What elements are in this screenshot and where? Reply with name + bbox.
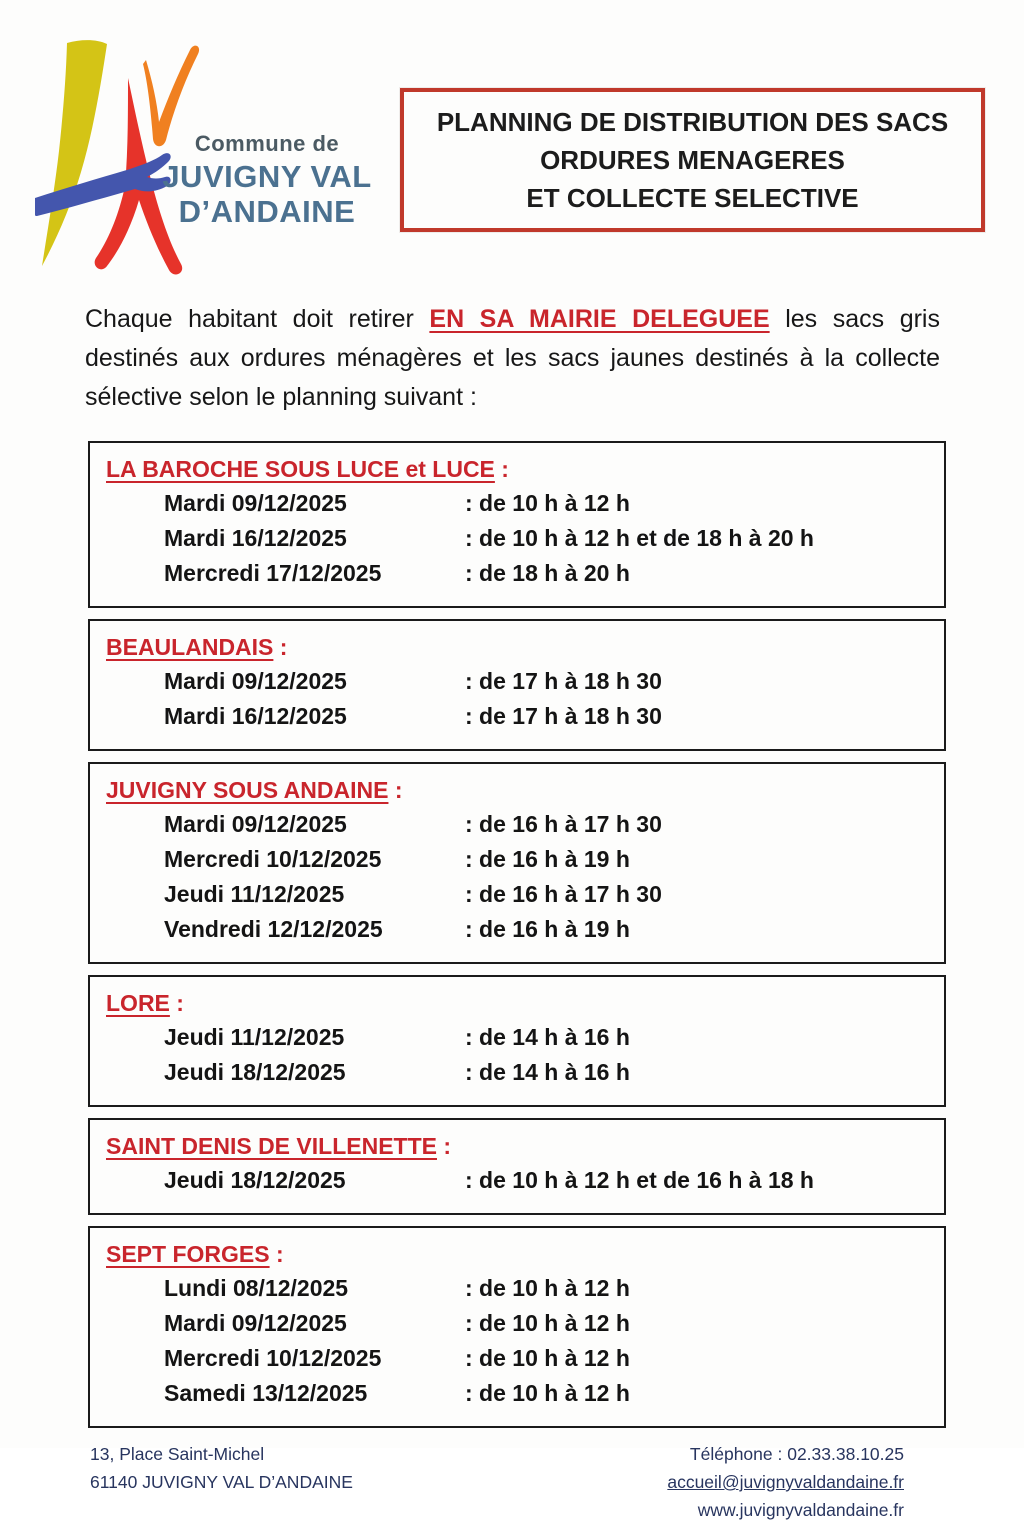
schedule-time: : de 16 h à 17 h 30 bbox=[465, 881, 662, 907]
section-heading bbox=[106, 1129, 934, 1163]
schedule-date: Lundi 08/12/2025 bbox=[164, 1275, 349, 1301]
section-rows bbox=[106, 1271, 934, 1411]
schedule-date: Mardi 09/12/2025 bbox=[164, 1310, 347, 1336]
schedule-row bbox=[106, 1306, 934, 1341]
section-title-colon: : bbox=[388, 777, 403, 803]
section-title: BEAULANDAIS bbox=[106, 634, 274, 660]
schedule-row bbox=[106, 807, 934, 842]
footer-address-line2: 61140 JUVIGNY VAL D’ANDAINE bbox=[90, 1472, 353, 1492]
schedule-time: : de 10 h à 12 h et de 18 h à 20 h bbox=[465, 525, 814, 551]
schedule-row bbox=[106, 486, 934, 521]
page-header bbox=[0, 0, 1024, 292]
section-title: SEPT FORGES bbox=[106, 1241, 270, 1267]
schedule-date: Jeudi 11/12/2025 bbox=[164, 881, 345, 907]
schedule-date: Jeudi 18/12/2025 bbox=[164, 1167, 346, 1193]
footer-address bbox=[90, 1440, 353, 1496]
schedule-section bbox=[88, 1226, 946, 1428]
schedule-date: Mardi 09/12/2025 bbox=[164, 811, 347, 837]
schedule-date: Jeudi 18/12/2025 bbox=[164, 1059, 346, 1085]
commune-logo-text bbox=[153, 132, 381, 229]
schedule-row bbox=[106, 912, 934, 947]
schedule-time: : de 16 h à 17 h 30 bbox=[465, 811, 662, 837]
section-heading bbox=[106, 986, 934, 1020]
schedule-date: Mardi 16/12/2025 bbox=[164, 703, 347, 729]
section-rows bbox=[106, 486, 934, 591]
schedule-time: : de 10 h à 12 h bbox=[465, 1310, 630, 1336]
section-heading bbox=[106, 1237, 934, 1271]
schedule-date: Mardi 16/12/2025 bbox=[164, 525, 347, 551]
section-title-colon: : bbox=[494, 456, 509, 482]
schedule-time: : de 14 h à 16 h bbox=[465, 1059, 630, 1085]
section-title-colon: : bbox=[269, 1241, 284, 1267]
schedule-row bbox=[106, 842, 934, 877]
schedule-time: : de 10 h à 12 h bbox=[465, 1345, 630, 1371]
footer-website: www.juvignyvaldandaine.fr bbox=[697, 1500, 904, 1520]
schedule-row bbox=[106, 1055, 934, 1090]
document-title-line3: ET COLLECTE SELECTIVE bbox=[526, 183, 859, 213]
section-title-colon: : bbox=[436, 1133, 452, 1159]
intro-text-after: les sacs gris destinés aux ordures ménagères et les sacs jaunes destinés à la collecte sélective selon le planning suivant : bbox=[85, 305, 940, 411]
document-title-line1: PLANNING DE DISTRIBUTION DES SACS bbox=[436, 107, 949, 137]
section-heading bbox=[106, 630, 934, 664]
schedule-time: : de 10 h à 12 h bbox=[465, 1275, 630, 1301]
section-rows bbox=[106, 807, 934, 947]
schedule-time: : de 10 h à 12 h bbox=[465, 490, 630, 516]
intro-paragraph bbox=[85, 300, 940, 417]
schedule-row bbox=[106, 1020, 934, 1055]
schedule-time: : de 16 h à 19 h bbox=[465, 916, 630, 942]
schedule-row bbox=[106, 699, 934, 734]
schedule-time: : de 16 h à 19 h bbox=[465, 846, 630, 872]
section-heading bbox=[106, 773, 934, 807]
footer-phone: Téléphone : 02.33.38.10.25 bbox=[689, 1444, 904, 1464]
schedule-row bbox=[106, 1376, 934, 1411]
schedule-time: : de 14 h à 16 h bbox=[465, 1024, 630, 1050]
section-heading bbox=[106, 452, 934, 486]
schedule-date: Mercredi 17/12/2025 bbox=[164, 560, 382, 586]
schedule-section bbox=[88, 762, 946, 964]
schedule-date: Mardi 09/12/2025 bbox=[164, 490, 347, 516]
commune-logo bbox=[35, 36, 385, 286]
section-title-colon: : bbox=[273, 634, 288, 660]
schedule-row bbox=[106, 1271, 934, 1306]
section-title: JUVIGNY SOUS ANDAINE bbox=[106, 777, 389, 803]
schedule-section bbox=[88, 441, 946, 608]
schedule-date: Samedi 13/12/2025 bbox=[164, 1380, 368, 1406]
schedule-section bbox=[88, 975, 946, 1107]
section-title: LA BAROCHE SOUS LUCE et LUCE bbox=[106, 456, 495, 482]
schedule-date: Mardi 09/12/2025 bbox=[164, 668, 347, 694]
schedule-row bbox=[106, 877, 934, 912]
commune-name-line2: D’ANDAINE bbox=[178, 194, 356, 230]
section-rows bbox=[106, 1020, 934, 1090]
schedule-row bbox=[106, 664, 934, 699]
schedule-date: Mercredi 10/12/2025 bbox=[164, 846, 382, 872]
intro-text-before: Chaque habitant doit retirer bbox=[85, 305, 430, 333]
document-title-line2: ORDURES MENAGERES bbox=[540, 145, 845, 175]
page-footer bbox=[90, 1440, 904, 1524]
schedule-date: Mercredi 10/12/2025 bbox=[164, 1345, 382, 1371]
schedule-time: : de 17 h à 18 h 30 bbox=[465, 668, 662, 694]
schedule-date: Vendredi 12/12/2025 bbox=[164, 916, 383, 942]
footer-address-line1: 13, Place Saint-Michel bbox=[90, 1444, 265, 1464]
section-rows bbox=[106, 1163, 934, 1198]
document-title-box bbox=[400, 88, 985, 232]
section-title: SAINT DENIS DE VILLENETTE bbox=[106, 1133, 437, 1159]
section-rows bbox=[106, 664, 934, 734]
intro-highlight: EN SA MAIRIE DELEGUEE bbox=[429, 305, 770, 333]
schedule-date: Jeudi 11/12/2025 bbox=[164, 1024, 345, 1050]
schedule-row bbox=[106, 521, 934, 556]
schedule-row bbox=[106, 556, 934, 591]
footer-contact bbox=[667, 1440, 904, 1524]
commune-prefix: Commune de bbox=[194, 131, 340, 156]
section-title: LORE bbox=[106, 990, 170, 1016]
email-link[interactable]: accueil@juvignyvaldandaine.fr bbox=[667, 1472, 904, 1492]
commune-name-line1: JUVIGNY VAL bbox=[162, 159, 372, 195]
schedule-time: : de 10 h à 12 h et de 16 h à 18 h bbox=[465, 1167, 814, 1193]
schedule-section bbox=[88, 619, 946, 751]
schedule-row bbox=[106, 1341, 934, 1376]
schedule-sections bbox=[88, 441, 946, 1428]
schedule-time: : de 10 h à 12 h bbox=[465, 1380, 630, 1406]
section-title-colon: : bbox=[169, 990, 184, 1016]
schedule-row bbox=[106, 1163, 934, 1198]
schedule-time: : de 18 h à 20 h bbox=[465, 560, 630, 586]
schedule-section bbox=[88, 1118, 946, 1215]
schedule-time: : de 17 h à 18 h 30 bbox=[465, 703, 662, 729]
